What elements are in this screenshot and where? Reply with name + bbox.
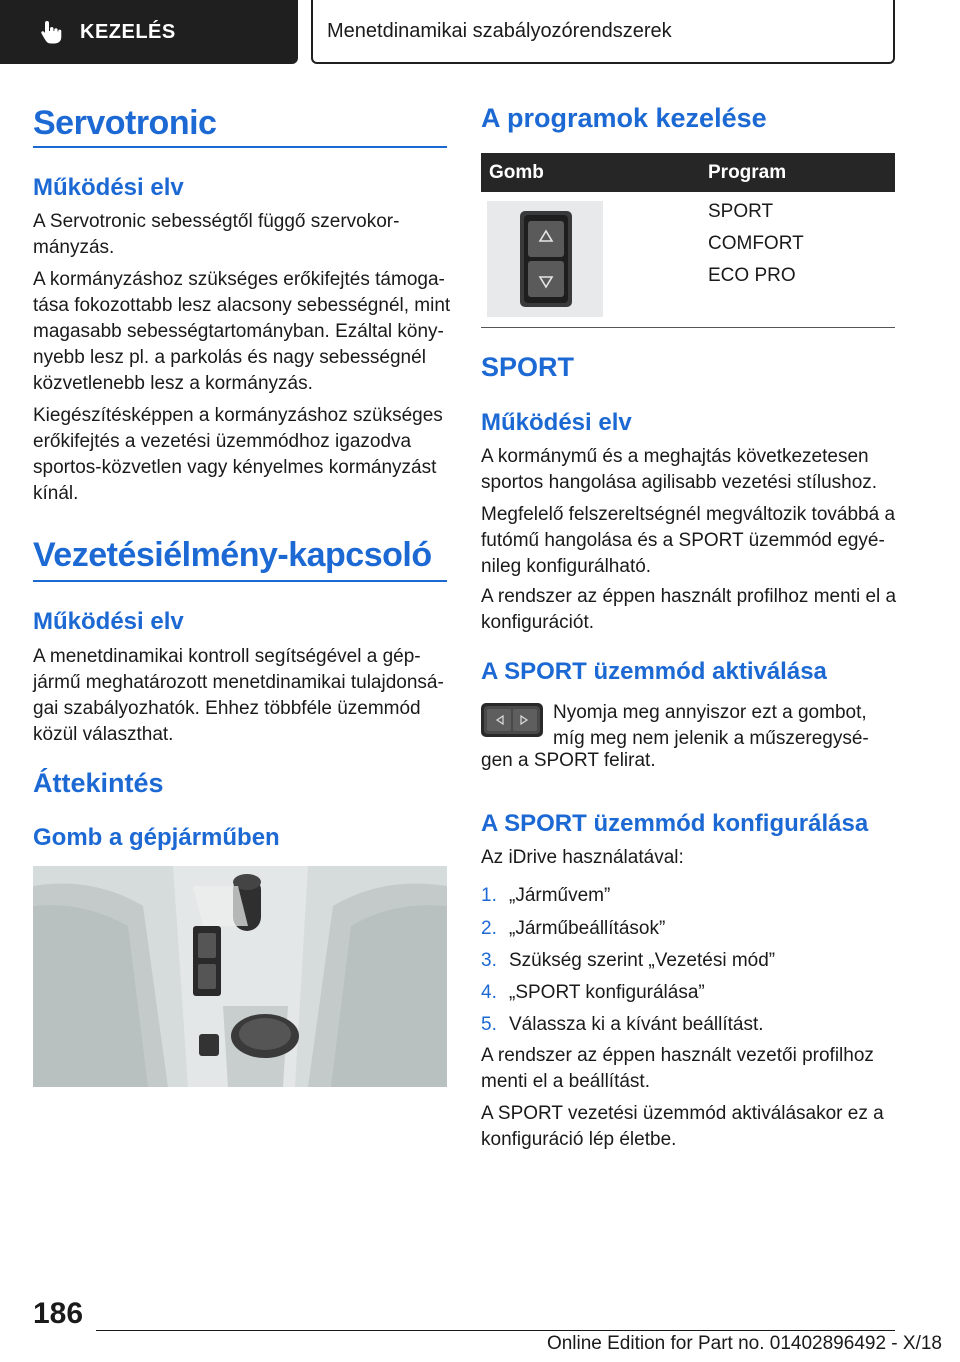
program-comfort: COMFORT (708, 233, 804, 254)
step-number: 4. (481, 982, 497, 1003)
switch-paragraph-1: A menetdinamikai kontroll segítségével a gép- jármű meghatározott menetdinamikai tulajdonsá- gai szabályozhatók. Ehhez többféle üzemmód közül választhat. (33, 646, 444, 745)
step-text: Válassza ki a kívánt beállítást. (509, 1014, 764, 1035)
page-number: 186 (33, 1297, 84, 1330)
col-button-header: Gomb (489, 162, 544, 183)
configure-intro: Az iDrive használatával: (481, 847, 684, 868)
col-program-header: Program (708, 162, 787, 183)
after-paragraph-2: A SPORT vezetési üzemmód aktiválásakor ez a konfiguráció lép életbe. (481, 1103, 884, 1150)
section-label: KEZELÉS (80, 20, 176, 43)
edition-footer: Online Edition for Part no. 01402896492 - X/18 (546, 1333, 942, 1354)
overview-heading: Áttekintés (33, 768, 164, 798)
servo-paragraph-2: A kormányzáshoz szükséges erőkifejtés támoga- tása fokozottabb lesz alacsony sebességnél, mint magasabb sebességtartományban. Ezáltal köny- nyebb lesz pl. a parkolás és nagy sebességnél közvetlenebb lesz a kormányzás. (33, 269, 451, 394)
servo-paragraph-1: A Servotronic sebességtől függő szervokor- mányzás. (33, 211, 400, 258)
sport-paragraph-2: Megfelelő felszereltségnél megváltozik továbbá a futómű hangolása és a SPORT üzemmód egyé- nileg konfigurálható. (481, 504, 896, 577)
program-table-header (481, 153, 895, 192)
mode-switch-icon (481, 703, 543, 737)
servotronic-title: Servotronic (33, 104, 217, 142)
button-in-car-heading: Gomb a gépjárműben (33, 824, 280, 851)
servo-paragraph-3: Kiegészítésképpen a kormányzáshoz szükséges erőkifejtés a vezetési üzemmódhoz igazodva sportos-közvetlen vagy kényelmes kormányzást kínál. (33, 405, 443, 504)
step-number: 1. (481, 885, 497, 906)
hand-pointer-icon (38, 19, 64, 45)
sport-title: SPORT (481, 352, 575, 382)
servotronic-title-rule (33, 146, 447, 148)
program-eco-pro: ECO PRO (708, 265, 796, 286)
center-console-illustration (33, 866, 447, 1087)
program-table-rule (481, 327, 895, 328)
programs-title: A programok kezelése (481, 103, 767, 133)
activate-heading: A SPORT üzemmód aktiválása (481, 658, 827, 685)
step-number: 5. (481, 1014, 497, 1035)
switch-principle-heading: Működési elv (33, 608, 184, 635)
program-sport: SPORT (708, 201, 774, 222)
step-number: 2. (481, 918, 497, 939)
step-text: „Járművem” (509, 885, 611, 906)
step-number: 3. (481, 950, 497, 971)
sport-paragraph-3: A rendszer az éppen használt profilhoz menti el a konfigurációt. (481, 586, 897, 633)
sport-paragraph-1: A kormánymű és a meghajtás következetesen sportos hangolása agilisabb vezetési stílushoz. (481, 446, 878, 493)
step-text: „Járműbeállítások” (509, 918, 666, 939)
activate-paragraph-b: gen a SPORT felirat. (481, 750, 656, 771)
section-tab (0, 0, 298, 64)
switch-title-rule (33, 580, 447, 582)
activate-paragraph-a: Nyomja meg annyiszor ezt a gombot, míg meg nem jelenik a műszeregysé- (553, 702, 869, 749)
footer-rule (96, 1330, 895, 1331)
step-text: Szükség szerint „Vezetési mód” (509, 950, 776, 971)
after-paragraph-1: A rendszer az éppen használt vezetői profilhoz menti el a beállítást. (481, 1045, 874, 1092)
chapter-title: Menetdinamikai szabályozórendszerek (311, 0, 895, 64)
servo-principle-heading: Működési elv (33, 174, 184, 201)
configure-heading: A SPORT üzemmód konfigurálása (481, 810, 869, 837)
sport-principle-heading: Működési elv (481, 409, 632, 436)
rocker-switch-image (487, 201, 603, 317)
switch-title: Vezetésiélmény-kapcsoló (33, 536, 432, 574)
step-text: „SPORT konfigurálása” (509, 982, 705, 1003)
